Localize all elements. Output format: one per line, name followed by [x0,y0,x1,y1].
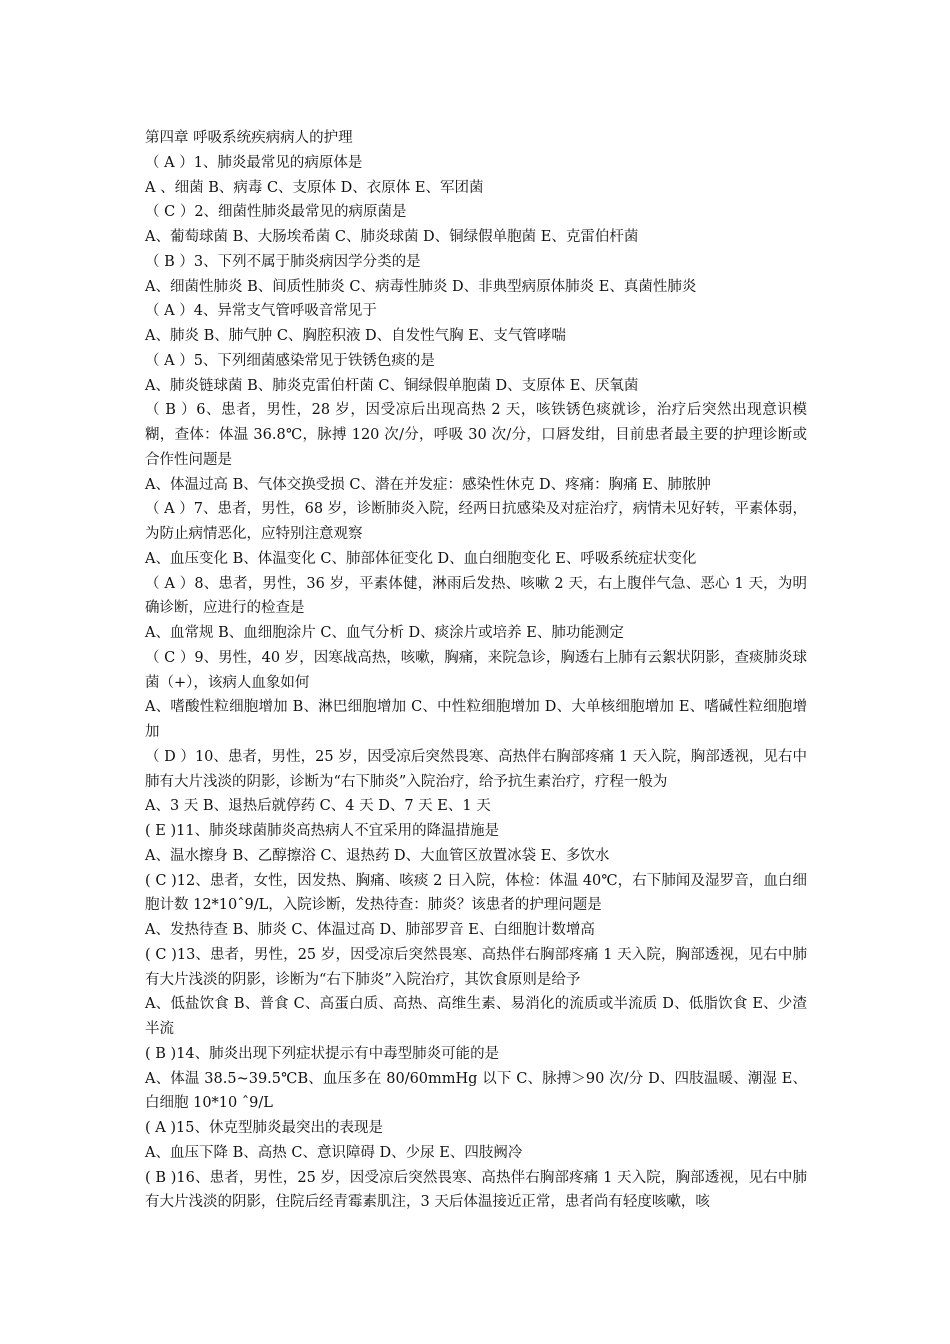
options-10: A、3 天 B、退热后就停药 C、4 天 D、7 天 E、1 天 [145,798,491,815]
options-11: A、温水擦身 B、乙醇擦浴 C、退热药 D、大血管区放置冰袋 E、多饮水 [145,847,610,864]
options-2: A、葡萄球菌 B、大肠埃希菌 C、肺炎球菌 D、铜绿假单胞菌 E、克雷伯杆菌 [145,229,639,245]
question-4: （ A ）4、异常支气管呼吸音常见于 [145,303,377,320]
question-3: （ B ）3、下列不属于肺炎病因学分类的是 [145,253,421,270]
options-14: A、体温 38.5~39.5℃B、血压多在 80/60mmHg 以下 C、脉搏＞90 次/分 D、四肢温暖、潮湿 E、白细胞 10*10 ˆ9/L [145,1070,807,1112]
question-10: （ D ）10、患者，男性，25 岁，因受凉后突然畏寒、高热伴右胸部疼痛 1 天入院，胸部透视，见右中肺有大片浅淡的阴影，诊断为“右下肺炎”入院治疗，给予抗生素治疗，疗程一般为 [145,748,807,790]
options-13: A、低盐饮食 B、普食 C、高蛋白质、高热、高维生素、易消化的流质或半流质 D、低脂饮食 E、少渣半流 [145,996,807,1037]
options-3: A、细菌性肺炎 B、间质性肺炎 C、病毒性肺炎 D、非典型病原体肺炎 E、真菌性肺炎 [145,278,697,295]
question-14: ( B )14、肺炎出现下列症状提示有中毒型肺炎可能的是 [145,1045,500,1062]
options-15: A、血压下降 B、高热 C、意识障碍 D、少尿 E、四肢阙冷 [145,1144,523,1161]
options-5: A、肺炎链球菌 B、肺炎克雷伯杆菌 C、铜绿假单胞菌 D、支原体 E、厌氧菌 [145,377,639,394]
question-9: （ C ）9、男性，40 岁，因寒战高热，咳嗽，胸痛，来院急诊，胸透右上肺有云絮状阴影，查痰肺炎球菌（+），该病人血象如何 [145,649,807,691]
options-12: A、发热待查 B、肺炎 C、体温过高 D、肺部罗音 E、白细胞计数增高 [145,922,595,938]
question-11: ( E )11、肺炎球菌肺炎高热病人不宜采用的降温措施是 [145,823,500,839]
options-8: A、血常规 B、血细胞涂片 C、血气分析 D、痰涂片或培养 E、肺功能测定 [145,625,624,641]
question-2: （ C ）2、细菌性肺炎最常见的病原菌是 [145,204,407,221]
options-4: A、肺炎 B、肺气肿 C、胸腔积液 D、自发性气胸 E、支气管哮喘 [145,328,566,344]
options-6: A、体温过高 B、气体交换受损 C、潜在并发症：感染性休克 D、疼痛：胸痛 E、肺脓肿 [145,476,711,493]
question-13: ( C )13、患者，男性，25 岁，因受凉后突然畏寒、高热伴右胸部疼痛 1 天入院，胸部透视，见右中肺有大片浅淡的阴影，诊断为“右下肺炎”入院治疗，其饮食原则是给予 [145,946,807,988]
document-body [145,126,807,1215]
question-12: ( C )12、患者，女性，因发热、胸痛、咳痰 2 日入院，体检：体温 40℃，右下肺闻及湿罗音，血白细胞计数 12*10ˆ9/L，入院诊断，发热待查：肺炎？该患者的护理问题是 [145,872,807,914]
chapter-title: 第四章 呼吸系统疾病病人的护理 [145,130,353,146]
question-5: （ A ）5、下列细菌感染常见于铁锈色痰的是 [145,352,435,369]
question-6: （ B ）6、患者，男性，28 岁，因受凉后出现高热 2 天，咳铁锈色痰就诊，治疗后突然出现意识模糊，查体：体温 36.8℃，脉搏 120 次/分，呼吸 30 次/分，口唇发绀，目前患者最主要的护理诊断或合作性问题是 [145,402,807,468]
options-7: A、血压变化 B、体温变化 C、肺部体征变化 D、血白细胞变化 E、呼吸系统症状变化 [145,550,697,567]
question-15: ( A )15、休克型肺炎最突出的表现是 [145,1120,383,1136]
question-1: （ A ）1、肺炎最常见的病原体是 [145,154,363,171]
options-1: A 、细菌 B、病毒 C、支原体 D、衣原体 E、军团菌 [145,179,484,196]
question-16: ( B )16、患者，男性，25 岁，因受凉后突然畏寒、高热伴右胸部疼痛 1 天入院，胸部透视，见右中肺有大片浅淡的阴影，住院后经青霉素肌注，3 天后体温接近正常，患者尚有轻度咳嗽，咳 [145,1169,807,1211]
options-9: A、嗜酸性粒细胞增加 B、淋巴细胞增加 C、中性粒细胞增加 D、大单核细胞增加 E、嗜碱性粒细胞增加 [145,699,807,740]
question-8: （ A ）8、患者，男性，36 岁，平素体健，淋雨后发热、咳嗽 2 天，右上腹伴气急、恶心 1 天，为明确诊断，应进行的检查是 [145,575,807,617]
question-7: （ A ）7、患者，男性，68 岁，诊断肺炎入院，经两日抗感染及对症治疗，病情未见好转，平素体弱，为防止病情恶化，应特别注意观察 [145,501,807,542]
